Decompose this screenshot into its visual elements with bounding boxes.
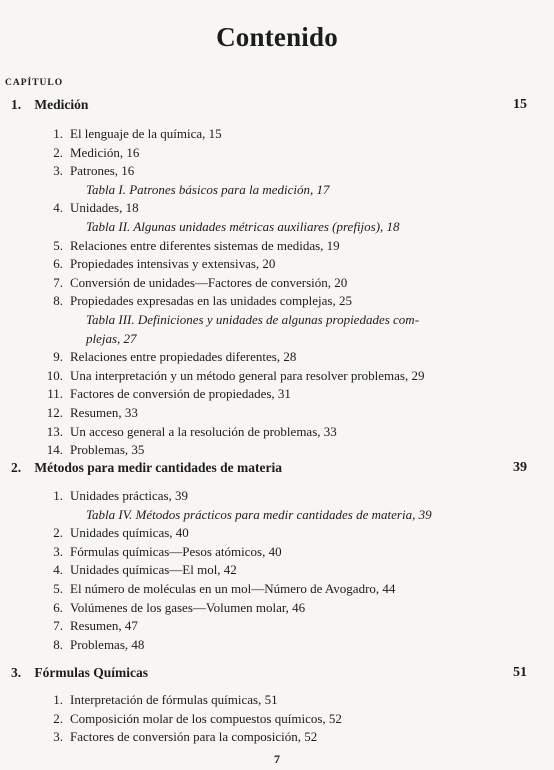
entry-number: 2. [53,710,63,726]
chapter-heading-3 [11,665,527,681]
toc-table-entry [0,506,554,525]
toc-entry [0,441,554,460]
entry-text: Resumen, 47 [70,618,138,634]
entry-text: Factores de conversión para la composición, 52 [70,729,318,745]
entry-number: 12. [46,404,63,420]
entry-number: 7. [53,274,63,290]
entry-text: Interpretación de fórmulas químicas, 51 [70,692,278,707]
toc-entry [0,487,554,506]
chapter-page: 39 [513,460,527,475]
entry-text: El lenguaje de la química, 15 [70,126,222,141]
chapter-column-label: CAPÍTULO [5,78,64,88]
chapter-number: 3. [11,665,22,680]
toc-entry [0,524,554,543]
entry-number: 6. [53,599,63,615]
entry-text: Unidades, 18 [70,200,139,216]
toc-table-entry [0,330,554,349]
entry-text: Problemas, 35 [70,442,145,458]
chapter-page: 15 [513,97,527,112]
entry-text: Tabla IV. Métodos prácticos para medir cantidades de materia, 39 [86,506,432,522]
chapter-heading-1 [11,97,527,113]
toc-entry [0,367,554,386]
chapter-title: Medición [34,97,89,112]
page-number: 7 [274,752,280,766]
entry-text: Volúmenes de los gases—Volumen molar, 46 [70,599,306,615]
page-title: Contenido [216,22,338,52]
entry-number: 3. [53,543,63,559]
entry-number: 2. [53,144,63,160]
entry-text: Resumen, 33 [70,404,138,420]
chapter-3-entries [0,691,554,747]
chapter-heading-2 [11,460,527,476]
entry-number: 14. [46,442,63,458]
entry-number: 2. [53,525,63,541]
entry-number: 8. [53,293,63,309]
entry-text: Conversión de unidades—Factores de conversión, 20 [70,274,348,290]
entry-text: Relaciones entre propiedades diferentes, 28 [70,349,297,365]
chapter-1-entries [0,125,554,460]
chapter-title: Fórmulas Químicas [34,665,148,680]
toc-table-entry [0,311,554,330]
chapter-title: Métodos para medir cantidades de materia [34,460,282,475]
toc-entry [0,274,554,293]
toc-entry [0,423,554,442]
entry-number: 1. [53,488,63,503]
toc-entry [0,404,554,423]
entry-text: Un acceso general a la resolución de problemas, 33 [70,423,337,439]
chapter-2-entries [0,487,554,654]
toc-entry [0,162,554,181]
entry-number: 7. [53,618,63,634]
toc-entry [0,543,554,562]
entry-number: 10. [46,367,63,383]
entry-number: 4. [53,562,63,578]
entry-text: plejas, 27 [86,330,137,346]
entry-text: Propiedades intensivas y extensivas, 20 [70,256,276,272]
entry-text: Propiedades expresadas en las unidades complejas, 25 [70,293,352,309]
toc-entry [0,691,554,710]
entry-number: 13. [46,423,63,439]
toc-entry [0,561,554,580]
chapter-number: 2. [11,460,22,475]
entry-text: Una interpretación y un método general para resolver problemas, 29 [70,367,425,383]
toc-entry [0,728,554,747]
entry-text: El número de moléculas en un mol—Número de Avogadro, 44 [70,580,396,596]
toc-entry [0,348,554,367]
chapter-number: 1. [11,97,22,112]
entry-text: Patrones, 16 [70,163,135,179]
toc-entry [0,617,554,636]
entry-text: Relaciones entre diferentes sistemas de medidas, 19 [70,237,340,253]
entry-number: 11. [47,386,63,402]
toc-entry [0,710,554,729]
entry-text: Composición molar de los compuestos químicos, 52 [70,710,342,726]
toc-entry [0,599,554,618]
entry-text: Factores de conversión de propiedades, 31 [70,386,291,402]
entry-number: 6. [53,256,63,272]
entry-text: Tabla I. Patrones básicos para la medición, 17 [86,181,330,197]
toc-entry [0,237,554,256]
toc-entry [0,580,554,599]
toc-entry [0,125,554,144]
toc-table-entry [0,218,554,237]
toc-entry [0,292,554,311]
entry-text: Tabla III. Definiciones y unidades de algunas propiedades com- [86,311,420,327]
toc-entry [0,199,554,218]
entry-number: 5. [53,580,63,596]
entry-text: Tabla II. Algunas unidades métricas auxiliares (prefijos), 18 [86,218,400,234]
entry-number: 8. [53,636,63,652]
entry-number: 4. [53,200,63,216]
toc-entry [0,385,554,404]
entry-text: Unidades prácticas, 39 [70,488,189,503]
chapter-page: 51 [513,665,527,680]
toc-entry [0,255,554,274]
entry-number: 3. [53,729,63,745]
entry-number: 5. [53,237,63,253]
entry-text: Unidades químicas, 40 [70,525,189,541]
entry-text: Problemas, 48 [70,636,145,652]
entry-text: Medición, 16 [70,144,140,160]
entry-number: 1. [53,126,63,141]
entry-number: 1. [53,692,63,707]
toc-entry [0,636,554,655]
entry-text: Unidades químicas—El mol, 42 [70,562,237,578]
entry-number: 3. [53,163,63,179]
toc-table-entry [0,181,554,200]
entry-number: 9. [53,349,63,365]
toc-entry [0,144,554,163]
entry-text: Fórmulas químicas—Pesos atómicos, 40 [70,543,282,559]
